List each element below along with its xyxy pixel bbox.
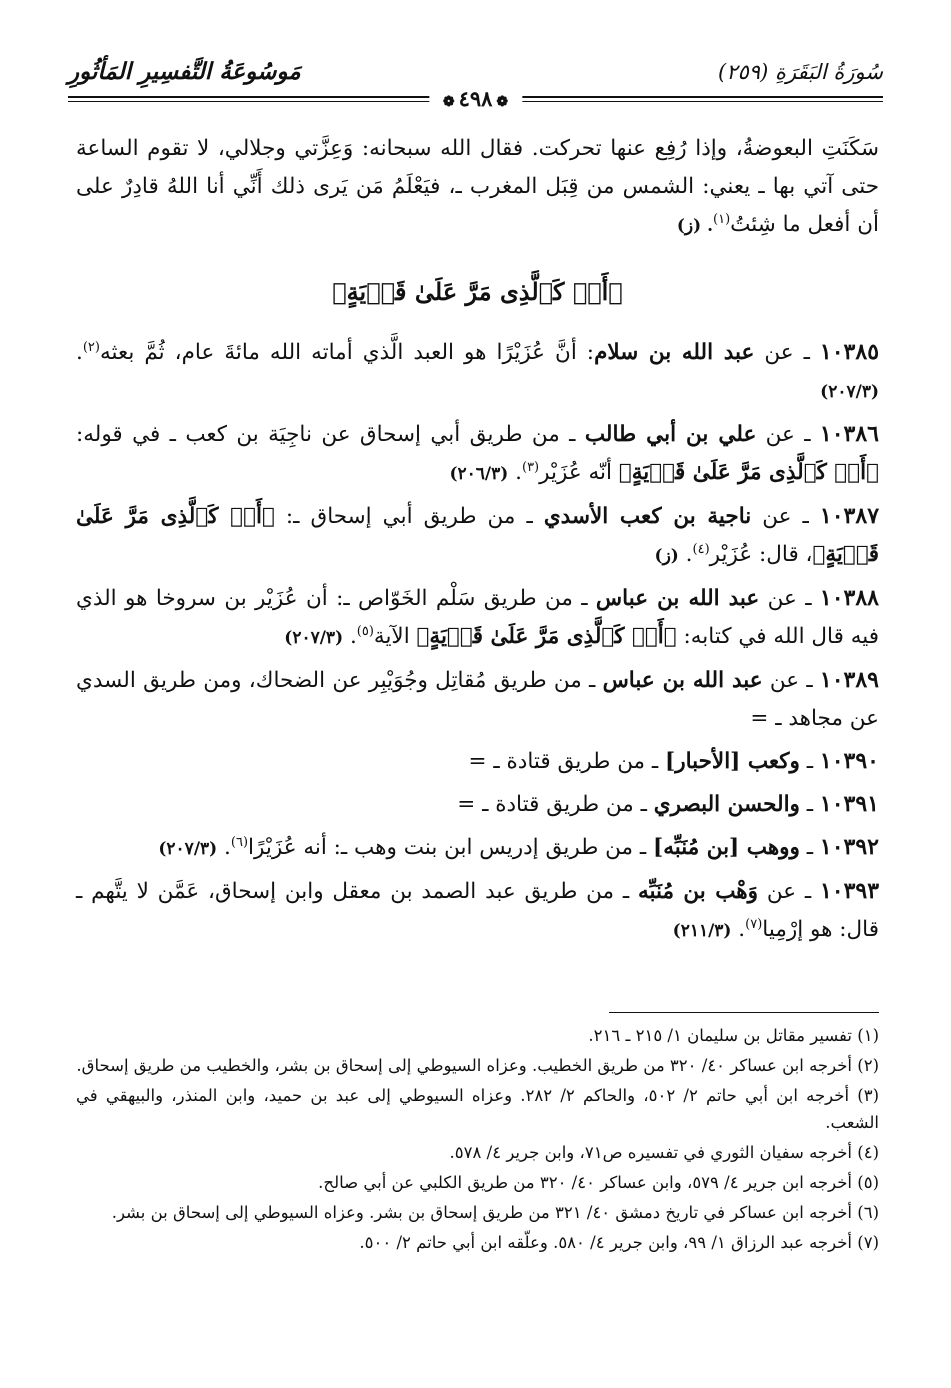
entry-text: ـ عن	[754, 340, 820, 365]
entry-text: ـ	[799, 792, 820, 817]
footnote-separator	[609, 1012, 879, 1013]
entry-10391	[76, 785, 879, 824]
entry-text: .	[678, 542, 693, 567]
footnote-marker[interactable]: (٦)	[230, 834, 249, 850]
footnote-3: (٣) أخرجه ابن أبي حاتم ٢/ ٥٠٢، والحاكم ٢/ ٢٨٢. وعزاه السيوطي إلى عبد بن حميد، وابن المنذر، والبيهقي في الشعب.	[76, 1086, 879, 1132]
entry-10393	[76, 872, 879, 950]
entry-number: ١٠٣٨٦	[819, 421, 879, 447]
entry-text: ـ عن	[758, 879, 820, 904]
reference: (ز)	[654, 546, 679, 566]
entry-text: ـ من طريق أبي إسحاق عن ناجِيَة بن كعب ـ في قوله:	[76, 422, 585, 447]
narrator-name: عبد الله بن عباس	[595, 586, 760, 611]
quran-quote: ﴿أَوۡ كَٱلَّذِی مَرَّ عَلَىٰ قَرۡيَةٍ﴾	[416, 624, 677, 649]
quran-quote: ﴿أَوۡ كَٱلَّذِی مَرَّ عَلَىٰ قَرۡيَةٍ﴾	[618, 460, 879, 485]
entry-number: ١٠٣٨٥	[819, 339, 880, 365]
entry-10386	[76, 415, 879, 493]
quran-quote: ﴿أَوۡ كَٱلَّذِی مَرَّ عَلَىٰ قَرۡيَةٍ﴾	[76, 504, 879, 567]
footnote-4: (٤) أخرجه سفيان الثوري في تفسيره ص٧١، وابن جرير ٤/ ٥٧٨.	[449, 1143, 879, 1162]
entry-text: ـ من طريق سَلْم الخَوّاص ـ: أن عُزَيْر بن سروخا هو الذي فيه قال الله في كتابه:	[76, 586, 879, 649]
surah-title: سُورَةُ البَقَرَةِ (٢٥٩)	[718, 60, 883, 84]
footnote-marker[interactable]: (٤)	[692, 541, 710, 557]
footnote-7: (٧) أخرجه عبد الرزاق ١/ ٩٩، وابن جرير ٤/ ٥٨٠. وعلّقه ابن أبي حاتم ٢/ ٥٠٠.	[359, 1233, 879, 1252]
footnote-2: (٢) أخرجه ابن عساكر ٤٠/ ٣٢٠ من طريق الخطيب. وعزاه السيوطي إلى إسحاق بن بشر، والخطيب من طريق إسحاق.	[76, 1056, 879, 1075]
reference: (٢٠٦/٣)	[449, 464, 509, 484]
reference: (٢٠٧/٣)	[284, 628, 344, 648]
entry-text: ـ عن	[756, 422, 820, 447]
running-header	[68, 58, 883, 111]
entry-text: ـ من طريق قتادة ـ =	[457, 792, 654, 817]
entry-text: ـ عن	[762, 668, 820, 693]
main-text	[76, 130, 879, 954]
footnotes	[76, 1022, 879, 1259]
footnote-marker[interactable]: (٢)	[82, 339, 100, 355]
narrator-name: ووهب [بن مُنَبِّه]	[653, 835, 800, 860]
entry-text: ـ من طريق إدريس ابن بنت وهب ـ: أنه عُزَيْرًا	[248, 835, 654, 860]
footnote-marker[interactable]: (١)	[713, 211, 731, 227]
entry-text: .	[343, 624, 357, 649]
footnote-1: (١) تفسير مقاتل بن سليمان ١/ ٢١٥ ـ ٢١٦.	[588, 1026, 879, 1045]
narrator-name: عبد الله بن عباس	[602, 668, 763, 693]
entry-text: ـ من طريق أبي إسحاق ـ:	[274, 504, 544, 529]
verse-heading: ﴿أَوۡ كَٱلَّذِی مَرَّ عَلَىٰ قَرۡيَةٍ﴾	[332, 277, 623, 306]
intro-paragraph	[76, 130, 879, 245]
footnote-marker[interactable]: (٧)	[745, 916, 763, 932]
footnote-marker[interactable]: (٥)	[356, 623, 374, 639]
entry-number: ١٠٣٨٧	[819, 503, 880, 529]
entry-number: ١٠٣٩٠	[819, 748, 879, 774]
entry-10385	[76, 333, 879, 411]
narrator-name: والحسن البصري	[653, 792, 800, 817]
entry-text: ـ من طريق مُقاتِل وجُوَيْبِر عن الضحاك، ومن طريق السدي عن مجاهد ـ =	[76, 668, 879, 731]
entry-text: ـ	[799, 749, 820, 774]
entry-text: الآية	[373, 624, 417, 649]
entry-10389	[76, 661, 879, 738]
narrator-name: وَهْب بن مُنَبِّه	[637, 879, 759, 904]
entry-10390	[76, 742, 879, 781]
entry-text: ـ عن	[751, 504, 820, 529]
reference: (٢٠٧/٣)	[820, 382, 879, 402]
intro-text: سَكَنَتِ البعوضةُ، وإذا رُفِع عنها تحركت. فقال الله سبحانه: وَعِزَّتي وجلالي، لا تقوم الساعة حتى آتي بها ـ يعني: الشمس من قِبَل المغرب ـ، فيَعْلَمُ مَن يَرى ذلك أَنِّي أنا اللهُ قادِرٌ على أن أفعل ما شِئتُ	[76, 136, 879, 237]
reference: (٢٠٧/٣)	[158, 839, 218, 859]
reference: . (ز)	[676, 216, 713, 236]
entry-number: ١٠٣٩٢	[819, 834, 879, 860]
narrator-name: علي بن أبي طالب	[584, 422, 757, 447]
reference: (٢١١/٣)	[672, 921, 732, 941]
entry-text: أنّه عُزَيْر	[539, 460, 619, 485]
entry-text: ـ من طريق قتادة ـ =	[468, 749, 666, 774]
footnote-6: (٦) أخرجه ابن عساكر في تاريخ دمشق ٤٠/ ٣٢١ من طريق إسحاق بن بشر. وعزاه السيوطي إلى إسحاق بن بشر.	[111, 1203, 879, 1222]
entry-number: ١٠٣٨٨	[819, 585, 879, 611]
entry-text: .	[76, 340, 83, 365]
narrator-name: عبد الله بن سلام	[594, 340, 755, 365]
narrator-name: ناجية بن كعب الأسدي	[543, 504, 752, 529]
page-number-box	[429, 86, 522, 111]
entry-text: ـ عن	[759, 586, 820, 611]
footnote-marker[interactable]: (٣)	[521, 459, 540, 475]
ornament-icon: ❁	[496, 94, 509, 110]
narrator-name: وكعب [الأحبار]	[665, 749, 800, 774]
book-title: مَوسُوعَةُ التَّفسِيرِ المَأثُورِ	[68, 58, 301, 85]
footnote-5: (٥) أخرجه ابن جرير ٤/ ٥٧٩، وابن عساكر ٤٠/ ٣٢٠ من طريق الكلبي عن أبي صالح.	[318, 1173, 879, 1192]
entry-text: ـ	[799, 835, 820, 860]
entry-number: ١٠٣٩١	[819, 791, 879, 817]
entry-text: .	[731, 917, 746, 942]
entry-text: ، قال: عُزَيْر	[709, 542, 813, 567]
entry-10392	[76, 828, 879, 868]
entry-text: : أنَّ عُزَيْرًا هو العبد الَّذي أماته الله مائةَ عام، ثُمَّ بعثه	[99, 340, 595, 365]
entry-number: ١٠٣٨٩	[819, 667, 879, 693]
entry-10388	[76, 579, 879, 657]
entry-text: ـ من طريق عبد الصمد بن معقل وابن إسحاق، عَمَّن لا يتَّهم ـ قال: هو إرْمِيا	[76, 879, 879, 942]
ornament-icon: ❁	[442, 94, 455, 110]
entry-text: .	[508, 460, 522, 485]
entry-10387	[76, 497, 879, 575]
page-number: ٤٩٨	[458, 86, 493, 111]
entry-number: ١٠٣٩٣	[819, 878, 880, 904]
entry-text: .	[217, 835, 231, 860]
